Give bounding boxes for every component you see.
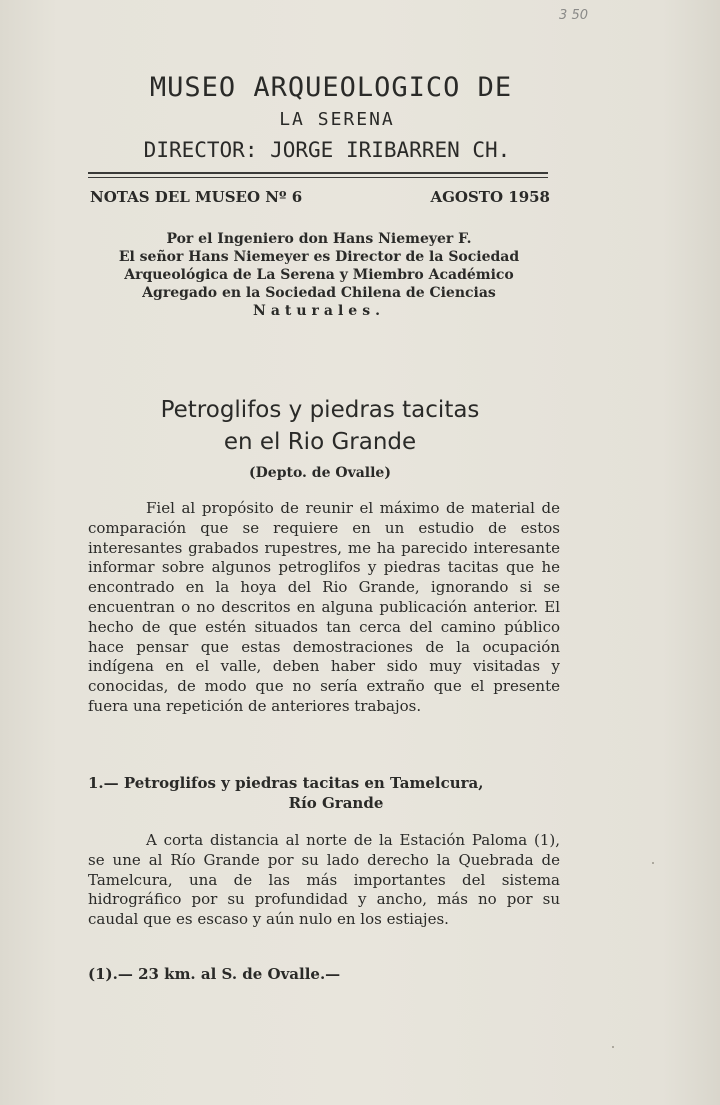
- article-title-line: Petroglifos y piedras tacitas: [160, 397, 480, 423]
- notes-series: NOTAS DEL MUSEO Nº 6: [90, 188, 303, 206]
- byline-line: Agregado en la Sociedad Chilena de Ciencias: [142, 285, 496, 301]
- byline-line: Naturales.: [253, 303, 385, 319]
- museum-director: DIRECTOR: JORGE IRIBARREN CH.: [143, 138, 511, 162]
- museum-city: LA SERENA: [279, 109, 395, 130]
- notes-date: AGOSTO 1958: [430, 188, 550, 206]
- body-paragraph: A corta distancia al norte de la Estación Paloma (1), se une al Río Grande por su lado derecho la Quebrada de Tamelcura, una de las más importantes del sistema hidrográfico por su profundidad y ancho, más no por su caudal que es escaso y aún nulo en los estiajes.: [88, 831, 560, 929]
- byline-line: Por el Ingeniero don Hans Niemeyer F.: [166, 231, 472, 247]
- masthead-rule-bottom: [88, 177, 548, 178]
- section-heading-line: Río Grande: [288, 794, 384, 812]
- body-paragraph: Fiel al propósito de reunir el máximo de material de comparación que se requiere en un estudio de estos interesantes grabados rupestres, me ha parecido interesante informar sobre algunos petroglifos y piedras tacitas que he encontrado en la hoya del Rio Grande, ignorando si se encuentran o no descritos en alguna publicación anterior. El hecho de que estén situados tan cerca del camino público hace pensar que estas demostraciones de la ocupación indígena en el valle, deben haber sido muy visitadas y conocidas, de modo que no sería extraño que el presente fuera una repetición de anteriores trabajos.: [88, 499, 560, 715]
- author-byline: [88, 230, 550, 320]
- byline-line: Arqueológica de La Serena y Miembro Académico: [124, 267, 514, 283]
- section-heading: [88, 773, 564, 813]
- pencil-annotation: 3 50: [559, 8, 588, 23]
- notes-header: [90, 188, 550, 206]
- masthead: [82, 72, 562, 162]
- article-title-line: en el Rio Grande: [223, 429, 417, 455]
- paper-speck: [652, 862, 654, 864]
- museum-name: MUSEO ARQUEOLOGICO DE: [149, 72, 513, 103]
- footnote: (1).— 23 km. al S. de Ovalle.—: [88, 965, 341, 983]
- byline-line: El señor Hans Niemeyer es Director de la Sociedad: [118, 249, 520, 265]
- paper-speck: [612, 1046, 614, 1048]
- masthead-rule-top: [88, 172, 548, 174]
- section-heading-line: 1.— Petroglifos y piedras tacitas en Tamelcura,: [88, 774, 484, 792]
- article-title: [88, 394, 552, 458]
- article-subtitle: (Depto. de Ovalle): [249, 465, 391, 481]
